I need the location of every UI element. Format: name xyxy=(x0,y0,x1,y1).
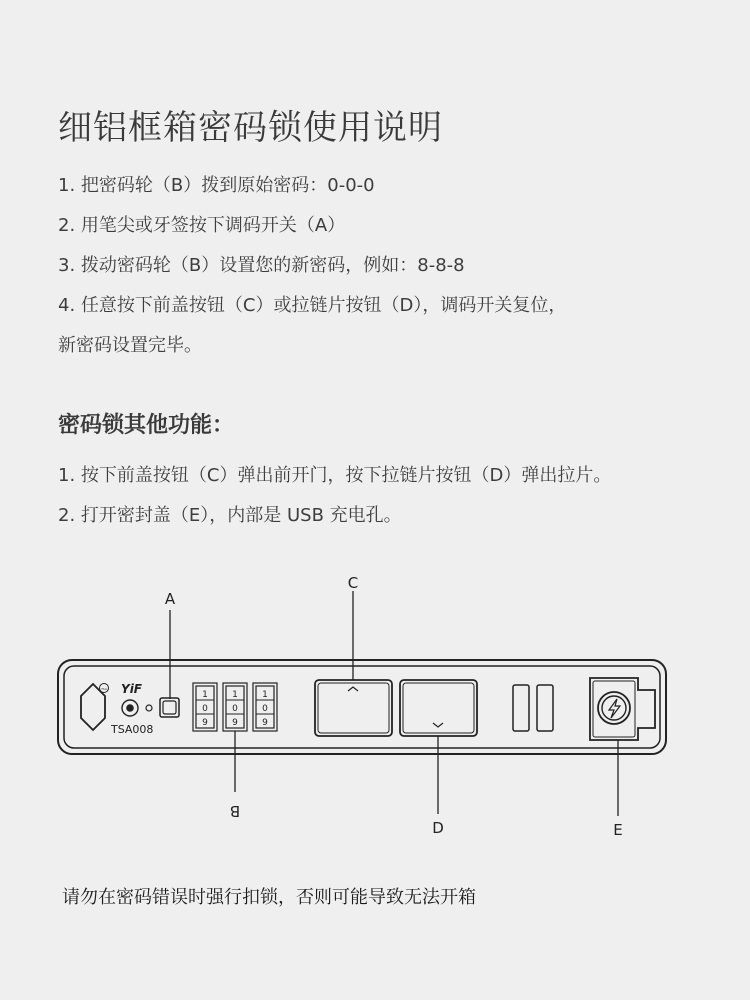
wheel-2-mid: 0 xyxy=(232,704,238,714)
function-1: 1. 按下前盖按钮（C）弹出前开门，按下拉链片按钮（D）弹出拉片。 xyxy=(58,465,612,486)
brand-logo: YiF xyxy=(121,682,142,696)
combination-wheel-3[interactable] xyxy=(253,683,277,731)
front-cover-button-c[interactable] xyxy=(315,680,392,736)
combination-wheel-2[interactable] xyxy=(223,683,247,731)
seal-cover-e[interactable] xyxy=(590,678,655,740)
instruction-steps xyxy=(58,168,566,368)
lightning-icon xyxy=(609,699,620,718)
label-a: A xyxy=(164,590,176,608)
zipper-tab-button-inner xyxy=(403,683,474,733)
step-4-continued: 新密码设置完毕。 xyxy=(58,335,202,356)
usb-port-inner-icon xyxy=(602,696,626,720)
wheel-1-bottom: 9 xyxy=(202,718,208,728)
indicator-dot-icon xyxy=(146,705,152,711)
function-list xyxy=(58,458,611,538)
chevron-down-icon xyxy=(433,723,443,727)
lock-body-outer xyxy=(58,660,666,754)
keyhole-inner-icon xyxy=(126,704,134,712)
wheel-1-top: 1 xyxy=(202,690,208,700)
step-3: 3. 拨动密码轮（B）设置您的新密码，例如：8-8-8 xyxy=(58,255,465,276)
wheel-3-top: 1 xyxy=(262,690,268,700)
tsa-mark-text: TSA xyxy=(101,687,107,691)
page-title: 细铝框箱密码锁使用说明 xyxy=(58,108,443,148)
seal-cover-inner xyxy=(593,681,635,737)
label-d: D xyxy=(432,819,444,837)
wheel-2-bottom: 9 xyxy=(232,718,238,728)
step-4: 4. 任意按下前盖按钮（C）或拉链片按钮（D），调码开关复位， xyxy=(58,295,567,316)
wheel-1-mid: 0 xyxy=(202,704,208,714)
zipper-tab-button-d[interactable] xyxy=(400,680,477,736)
wheel-2-top: 1 xyxy=(232,690,238,700)
label-c: C xyxy=(347,574,359,592)
model-text: TSA008 xyxy=(111,723,154,736)
usb-port-outer-icon xyxy=(598,692,630,724)
warning-text: 请勿在密码错误时强行扣锁，否则可能导致无法开箱 xyxy=(62,887,476,908)
slot-left xyxy=(513,685,529,731)
wheel-3-bottom: 9 xyxy=(262,718,268,728)
function-2: 2. 打开密封盖（E），内部是 USB 充电孔。 xyxy=(58,505,402,526)
front-cover-button-inner xyxy=(318,683,389,733)
step-1: 1. 把密码轮（B）拨到原始密码：0-0-0 xyxy=(58,175,375,196)
lock-diagram xyxy=(0,560,750,860)
wheel-3-mid: 0 xyxy=(262,704,268,714)
label-b: B xyxy=(229,802,241,820)
label-e: E xyxy=(613,821,623,839)
combination-wheel-1[interactable] xyxy=(193,683,217,731)
chevron-up-icon xyxy=(348,687,358,691)
section-subtitle: 密码锁其他功能： xyxy=(58,413,235,438)
reset-switch-inner xyxy=(163,701,176,714)
slot-right xyxy=(537,685,553,731)
step-2: 2. 用笔尖或牙签按下调码开关（A） xyxy=(58,215,346,236)
